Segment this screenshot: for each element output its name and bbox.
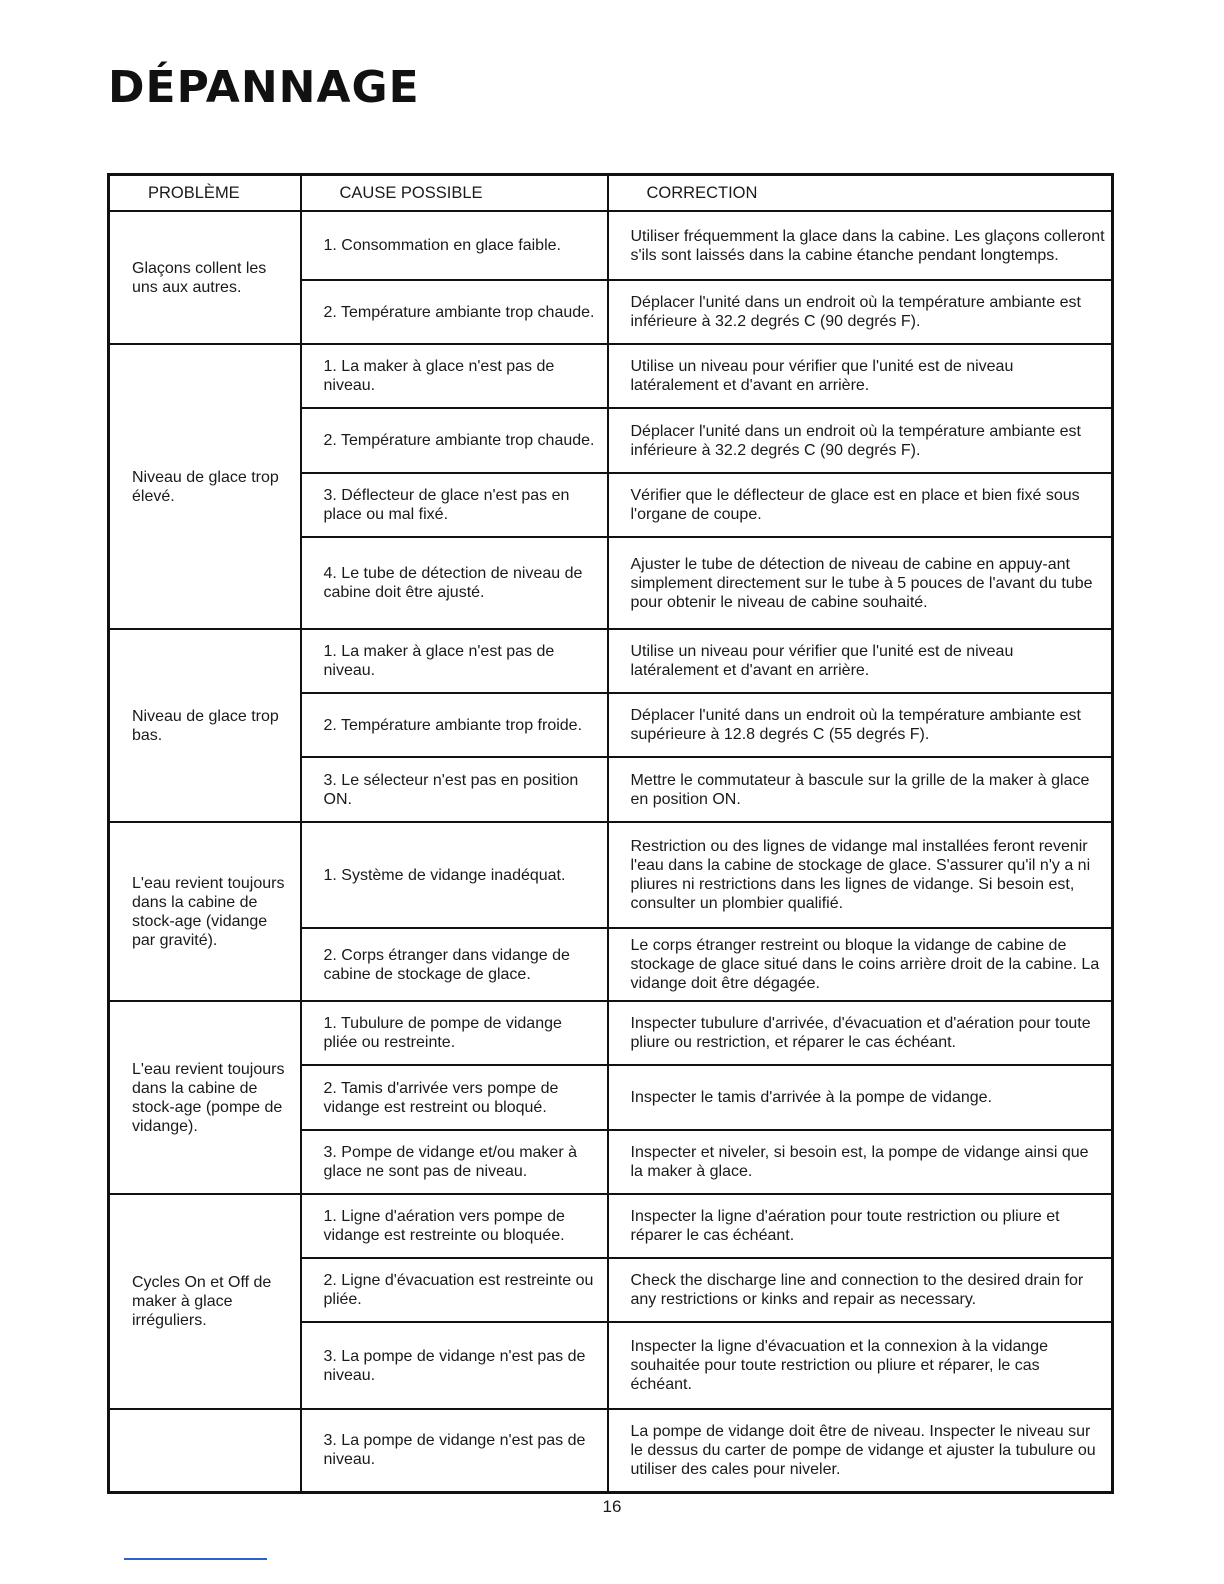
cause-cell: 3. Déflecteur de glace n'est pas en place ou mal fixé. [301, 473, 608, 537]
table-row [109, 1001, 1113, 1065]
table-row [109, 344, 1113, 408]
cause-cell: 1. La maker à glace n'est pas de niveau. [301, 344, 608, 408]
problem-cell: L'eau revient toujours dans la cabine de stock-age (pompe de vidange). [109, 1001, 301, 1194]
page-title: DÉPANNAGE [108, 62, 420, 113]
correction-cell: Ajuster le tube de détection de niveau de cabine en appuy-ant simplement directement sur le tube à 5 pouces de l'avant du tube pour obtenir le niveau de cabine souhaité. [608, 537, 1113, 629]
problem-cell: Cycles On et Off de maker à glace irréguliers. [109, 1194, 301, 1409]
table-row [109, 211, 1113, 280]
correction-cell: Utilise un niveau pour vérifier que l'unité est de niveau latéralement et d'avant en arrière. [608, 629, 1113, 693]
correction-cell: Check the discharge line and connection to the desired drain for any restrictions or kinks and repair as necessary. [608, 1258, 1113, 1322]
cause-cell: 2. Température ambiante trop chaude. [301, 280, 608, 344]
problem-cell: Niveau de glace trop bas. [109, 629, 301, 822]
cause-cell: 2. Tamis d'arrivée vers pompe de vidange est restreint ou bloqué. [301, 1065, 608, 1130]
header-row [109, 175, 1113, 212]
cause-cell: 2. Corps étranger dans vidange de cabine de stockage de glace. [301, 928, 608, 1001]
table-row [109, 1194, 1113, 1258]
problem-cell: L'eau revient toujours dans la cabine de stock-age (vidange par gravité). [109, 822, 301, 1001]
correction-cell: Déplacer l'unité dans un endroit où la température ambiante est supérieure à 12.8 degrés C (55 degrés F). [608, 693, 1113, 757]
cause-cell: 4. Le tube de détection de niveau de cabine doit être ajusté. [301, 537, 608, 629]
cause-cell: 3. La pompe de vidange n'est pas de niveau. [301, 1322, 608, 1409]
cause-cell: 2. Ligne d'évacuation est restreinte ou pliée. [301, 1258, 608, 1322]
correction-cell: Vérifier que le déflecteur de glace est en place et bien fixé sous l'organe de coupe. [608, 473, 1113, 537]
footer-line [124, 1558, 267, 1560]
cause-cell: 1. La maker à glace n'est pas de niveau. [301, 629, 608, 693]
cause-cell: 3. Le sélecteur n'est pas en position ON. [301, 757, 608, 822]
table-row [109, 629, 1113, 693]
cause-cell: 3. Pompe de vidange et/ou maker à glace ne sont pas de niveau. [301, 1130, 608, 1194]
cause-cell: 1. Consommation en glace faible. [301, 211, 608, 280]
header-cause: CAUSE POSSIBLE [301, 175, 608, 212]
correction-cell: Utilise un niveau pour vérifier que l'unité est de niveau latéralement et d'avant en arrière. [608, 344, 1113, 408]
troubleshooting-table [107, 173, 1114, 1494]
correction-cell: Déplacer l'unité dans un endroit où la température ambiante est inférieure à 32.2 degrés C (90 degrés F). [608, 280, 1113, 344]
header-problem: PROBLÈME [109, 175, 301, 212]
page-number: 16 [602, 1497, 622, 1516]
correction-cell: La pompe de vidange doit être de niveau. Inspecter le niveau sur le dessus du carter de pompe de vidange et ajuster la tubulure ou utiliser des cales pour niveler. [608, 1409, 1113, 1492]
problem-cell: Glaçons collent les uns aux autres. [109, 211, 301, 344]
problem-cell-empty [109, 1409, 301, 1492]
correction-cell: Inspecter le tamis d'arrivée à la pompe de vidange. [608, 1065, 1113, 1130]
table-row [109, 1409, 1113, 1492]
cause-cell: 1. Tubulure de pompe de vidange pliée ou restreinte. [301, 1001, 608, 1065]
correction-cell: Restriction ou des lignes de vidange mal installées feront revenir l'eau dans la cabine de stockage de glace. S'assurer qu'il n'y a ni pliures ni restrictions dans les lignes de vidange. Si besoin est, consulter un plombier qualifié. [608, 822, 1113, 928]
cause-cell: 1. Système de vidange inadéquat. [301, 822, 608, 928]
correction-cell: Le corps étranger restreint ou bloque la vidange de cabine de stockage de glace situé dans le coins arrière droit de la cabine. La vidange doit être dégagée. [608, 928, 1113, 1001]
correction-cell: Déplacer l'unité dans un endroit où la température ambiante est inférieure à 32.2 degrés C (90 degrés F). [608, 408, 1113, 473]
correction-cell: Inspecter tubulure d'arrivée, d'évacuation et d'aération pour toute pliure ou restriction, et réparer le cas échéant. [608, 1001, 1113, 1065]
cause-cell: 2. Température ambiante trop froide. [301, 693, 608, 757]
correction-cell: Inspecter la ligne d'évacuation et la connexion à la vidange souhaitée pour toute restriction ou pliure et réparer, le cas échéant. [608, 1322, 1113, 1409]
table-row [109, 822, 1113, 928]
correction-cell: Utiliser fréquemment la glace dans la cabine. Les glaçons colleront s'ils sont laissés dans la cabine étanche pendant longtemps. [608, 211, 1113, 280]
cause-cell: 2. Température ambiante trop chaude. [301, 408, 608, 473]
correction-cell: Mettre le commutateur à bascule sur la grille de la maker à glace en position ON. [608, 757, 1113, 822]
correction-cell: Inspecter la ligne d'aération pour toute restriction ou pliure et réparer le cas échéant. [608, 1194, 1113, 1258]
header-correction: CORRECTION [608, 175, 1113, 212]
correction-cell: Inspecter et niveler, si besoin est, la pompe de vidange ainsi que la maker à glace. [608, 1130, 1113, 1194]
problem-cell: Niveau de glace trop élevé. [109, 344, 301, 629]
cause-cell: 1. Ligne d'aération vers pompe de vidange est restreinte ou bloquée. [301, 1194, 608, 1258]
cause-cell: 3. La pompe de vidange n'est pas de niveau. [301, 1409, 608, 1492]
